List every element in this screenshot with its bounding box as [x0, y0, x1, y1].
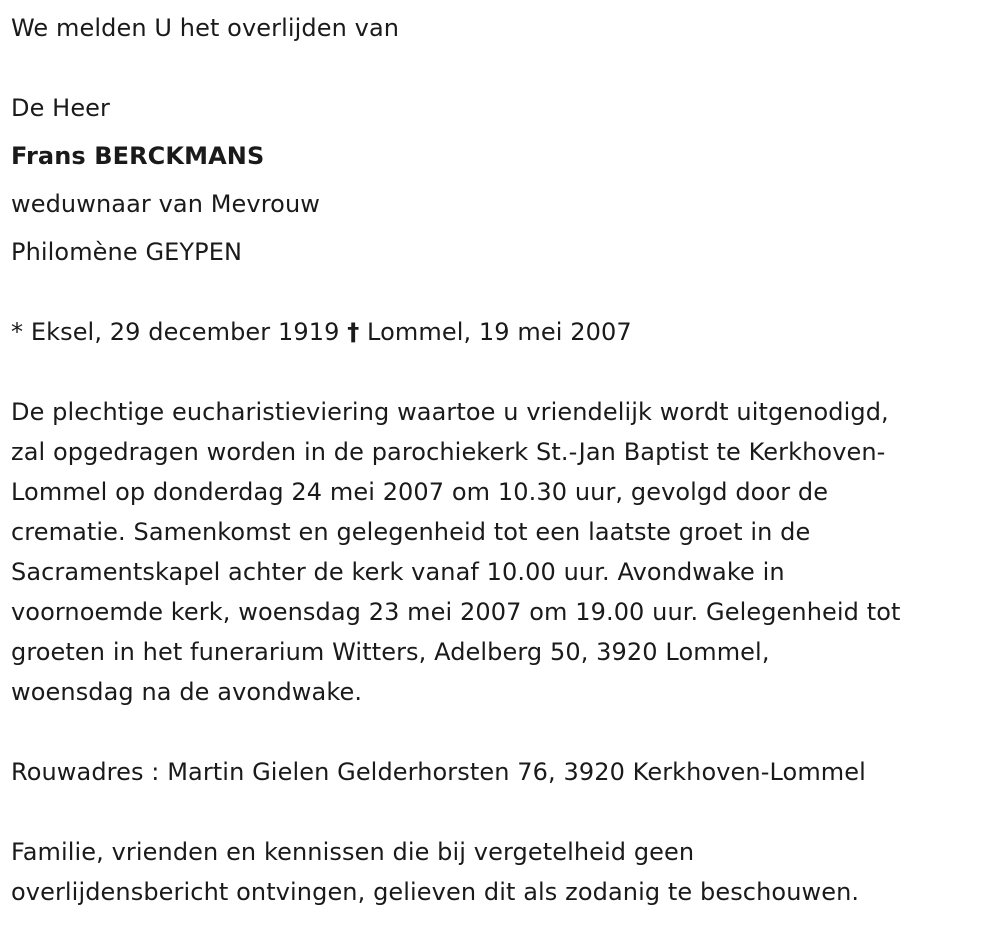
- service-line: groeten in het funerarium Witters, Adelberg 50, 3920 Lommel,: [11, 638, 770, 666]
- honorific: De Heer: [11, 94, 111, 122]
- service-line: De plechtige eucharistieviering waartoe u vriendelijk wordt uitgenodigd,: [11, 398, 889, 426]
- closing-line: overlijdensbericht ontvingen, gelieven dit als zodanig te beschouwen.: [11, 878, 860, 906]
- service-line: zal opgedragen worden in de parochiekerk St.-Jan Baptist te Kerkhoven-: [11, 438, 886, 466]
- spacer: [11, 48, 990, 88]
- cross-icon: †: [347, 318, 360, 346]
- birth-info: * Eksel, 29 december 1919: [11, 318, 340, 346]
- spacer: [11, 712, 990, 752]
- closing-line: Familie, vrienden en kennissen die bij vergetelheid geen: [11, 838, 695, 866]
- deceased-name: Frans BERCKMANS: [11, 142, 265, 170]
- death-info: Lommel, 19 mei 2007: [367, 318, 632, 346]
- spouse-name: Philomène GEYPEN: [11, 238, 243, 266]
- intro-text: We melden U het overlijden van: [11, 14, 400, 42]
- relation-text: weduwnaar van Mevrouw: [11, 190, 320, 218]
- mourning-address: Rouwadres : Martin Gielen Gelderhorsten 76, 3920 Kerkhoven-Lommel: [11, 758, 866, 786]
- service-paragraph: [11, 392, 990, 712]
- spacer: [11, 352, 990, 392]
- service-line: crematie. Samenkomst en gelegenheid tot een laatste groet in de: [11, 518, 811, 546]
- service-line: woensdag na de avondwake.: [11, 678, 363, 706]
- spacer: [11, 272, 990, 312]
- life-dates: [11, 312, 990, 352]
- spacer: [11, 792, 990, 832]
- closing-paragraph: [11, 832, 990, 912]
- service-line: Lommel op donderdag 24 mei 2007 om 10.30 uur, gevolgd door de: [11, 478, 829, 506]
- service-line: voornoemde kerk, woensdag 23 mei 2007 om 19.00 uur. Gelegenheid tot: [11, 598, 901, 626]
- service-line: Sacramentskapel achter de kerk vanaf 10.00 uur. Avondwake in: [11, 558, 785, 586]
